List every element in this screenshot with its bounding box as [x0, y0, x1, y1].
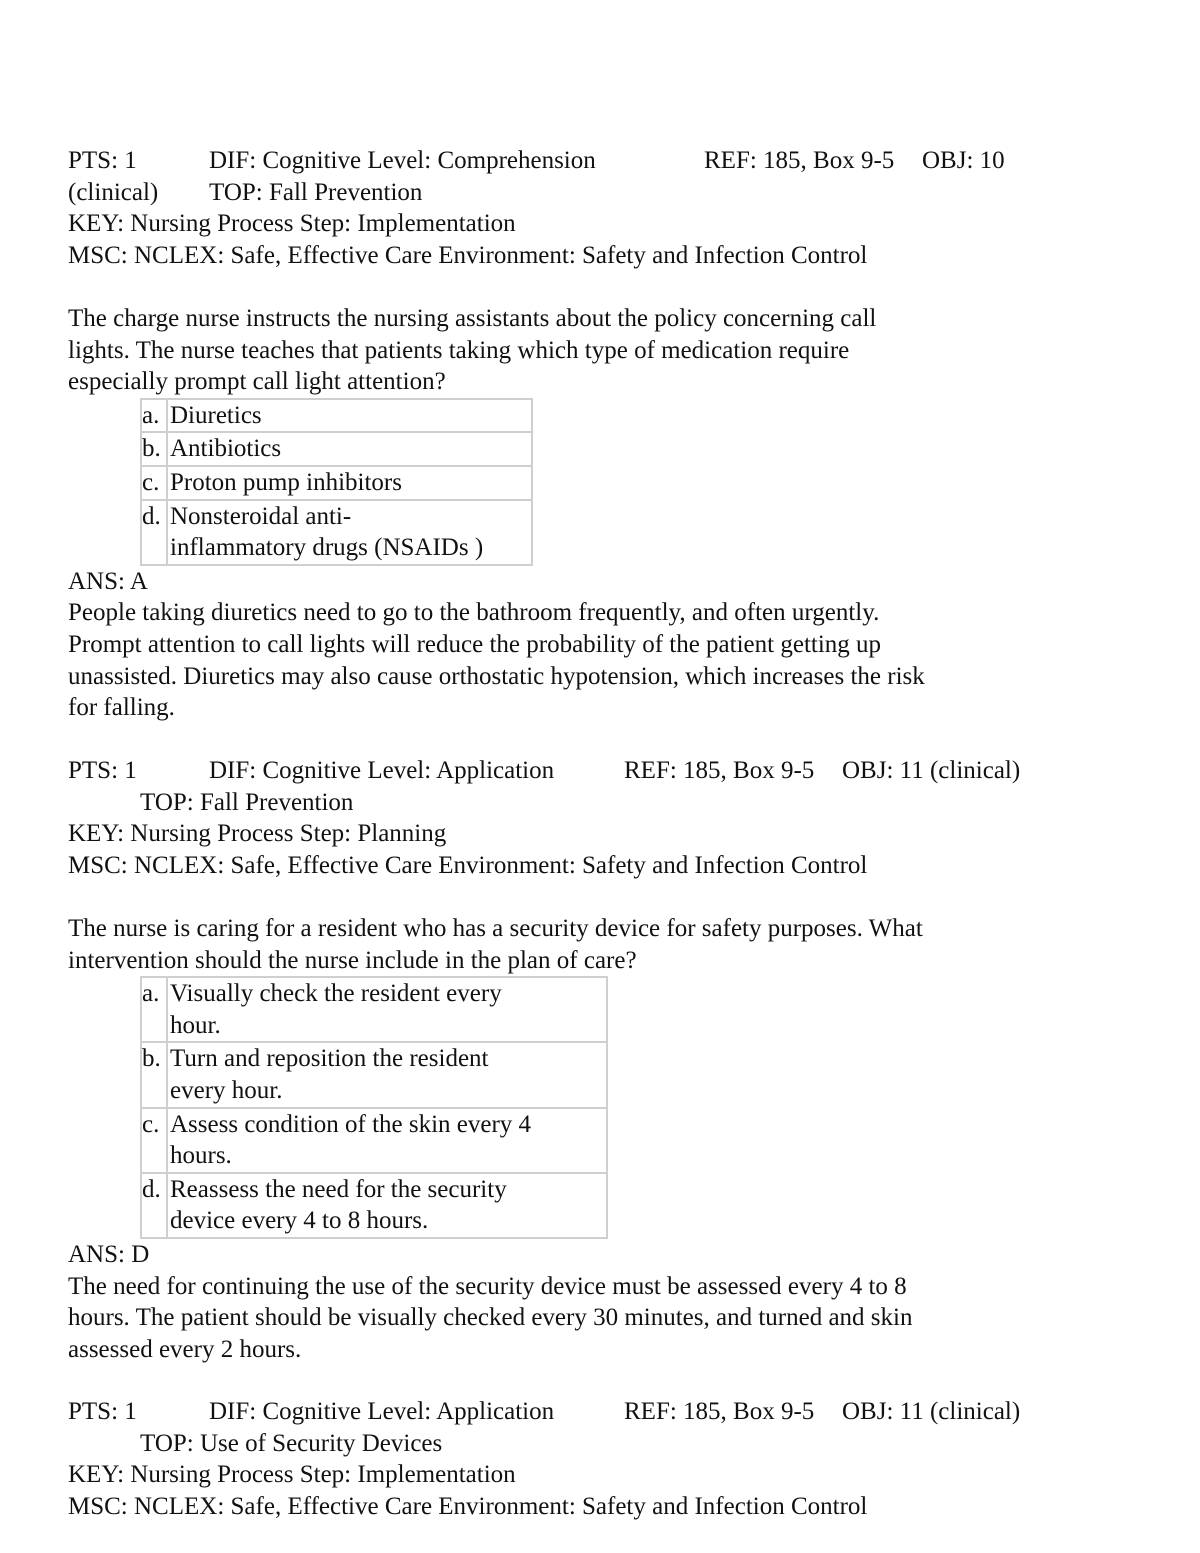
- rationale-line: People taking diuretics need to go to the bathroom frequently, and often urgently.: [68, 599, 880, 627]
- obj-field: OBJ: 11 (clinical): [842, 1398, 1021, 1425]
- question-stem-line: especially prompt call light attention?: [68, 368, 446, 396]
- choice-row: [141, 1042, 607, 1107]
- msc-field: MSC: NCLEX: Safe, Effective Care Environment: Safety and Infection Control: [68, 242, 868, 269]
- choice-letter: a.: [141, 977, 167, 1042]
- choice-text-line: Reassess the need for the security: [170, 1175, 507, 1203]
- ref-field: REF: 185, Box 9-5: [624, 1398, 815, 1425]
- obj-continuation: (clinical): [68, 179, 159, 206]
- choice-text-line: Turn and reposition the resident: [170, 1045, 489, 1073]
- dif-field: DIF: Cognitive Level: Application: [209, 757, 555, 784]
- choice-text-line: Proton pump inhibitors: [170, 468, 402, 496]
- rationale-line: Prompt attention to call lights will reduce the probability of the patient getting up: [68, 630, 882, 658]
- choice-row: [141, 977, 607, 1042]
- choice-text: [167, 1173, 607, 1238]
- choice-text: [167, 466, 532, 500]
- question-stem-line: The charge nurse instructs the nursing assistants about the policy concerning call: [68, 305, 877, 332]
- top-field: TOP: Fall Prevention: [140, 789, 354, 816]
- choice-letter: c.: [141, 466, 167, 500]
- choice-letter: a.: [141, 399, 167, 433]
- choice-text-line: device every 4 to 8 hours.: [170, 1207, 429, 1235]
- answer-choices-table: [140, 976, 608, 1239]
- choice-letter: c.: [141, 1108, 167, 1173]
- choice-text-line: Visually check the resident every: [170, 980, 502, 1008]
- key-field: KEY: Nursing Process Step: Implementation: [68, 210, 516, 237]
- rationale-line: The need for continuing the use of the security device must be assessed every 4 to 8: [68, 1272, 907, 1300]
- choice-text: [167, 432, 532, 466]
- choice-text-line: every hour.: [170, 1076, 283, 1104]
- top-field: TOP: Use of Security Devices: [140, 1430, 443, 1457]
- choice-letter: b.: [141, 432, 167, 466]
- dif-field: DIF: Cognitive Level: Comprehension: [209, 147, 596, 174]
- choice-text-line: inflammatory drugs (NSAIDs ): [170, 534, 484, 562]
- ref-field: REF: 185, Box 9-5: [704, 147, 895, 174]
- key-field: KEY: Nursing Process Step: Implementation: [68, 1461, 516, 1488]
- choice-letter: b.: [141, 1042, 167, 1107]
- answer-choices-table: [140, 398, 533, 566]
- obj-field: OBJ: 11 (clinical): [842, 757, 1021, 784]
- rationale-line: hours. The patient should be visually checked every 30 minutes, and turned and skin: [68, 1304, 913, 1332]
- dif-field: DIF: Cognitive Level: Application: [209, 1398, 555, 1425]
- choice-letter: d.: [141, 500, 167, 565]
- msc-field: MSC: NCLEX: Safe, Effective Care Environment: Safety and Infection Control: [68, 852, 868, 879]
- key-field: KEY: Nursing Process Step: Planning: [68, 820, 447, 847]
- choice-text-line: hours.: [170, 1142, 232, 1170]
- question-stem-line: The nurse is caring for a resident who has a security device for safety purposes. What: [68, 915, 923, 942]
- choice-row: [141, 399, 532, 433]
- choice-text-line: Diuretics: [170, 401, 262, 429]
- choice-text-line: Antibiotics: [170, 435, 282, 463]
- choice-text-line: hour.: [170, 1011, 221, 1039]
- choice-text: [167, 399, 532, 433]
- choice-text: [167, 1042, 607, 1107]
- choice-row: [141, 432, 532, 466]
- choice-row: [141, 500, 532, 565]
- choice-row: [141, 1108, 607, 1173]
- question-block: [68, 913, 1068, 1365]
- rationale-line: assessed every 2 hours.: [68, 1335, 302, 1363]
- question-stem-line: intervention should the nurse include in the plan of care?: [68, 946, 637, 974]
- rationale-line: for falling.: [68, 694, 175, 722]
- choice-text: [167, 500, 532, 565]
- answer-key: ANS: A: [68, 567, 148, 595]
- pts-field: PTS: 1: [68, 1398, 137, 1425]
- choice-row: [141, 1173, 607, 1238]
- rationale-line: unassisted. Diuretics may also cause orthostatic hypotension, which increases the risk: [68, 662, 925, 690]
- msc-field: MSC: NCLEX: Safe, Effective Care Environment: Safety and Infection Control: [68, 1493, 868, 1520]
- choice-text: [167, 1108, 607, 1173]
- answer-key: ANS: D: [68, 1240, 150, 1268]
- question-block: [68, 303, 1068, 724]
- choice-letter: d.: [141, 1173, 167, 1238]
- ref-field: REF: 185, Box 9-5: [624, 757, 815, 784]
- choice-text: [167, 977, 607, 1042]
- top-field: TOP: Fall Prevention: [209, 179, 423, 206]
- pts-field: PTS: 1: [68, 757, 137, 784]
- choice-row: [141, 466, 532, 500]
- obj-field: OBJ: 10: [922, 147, 1005, 174]
- question-stem-line: lights. The nurse teaches that patients taking which type of medication require: [68, 336, 850, 364]
- choice-text-line: Assess condition of the skin every 4: [170, 1110, 532, 1138]
- pts-field: PTS: 1: [68, 147, 137, 174]
- choice-text-line: Nonsteroidal anti-: [170, 502, 352, 530]
